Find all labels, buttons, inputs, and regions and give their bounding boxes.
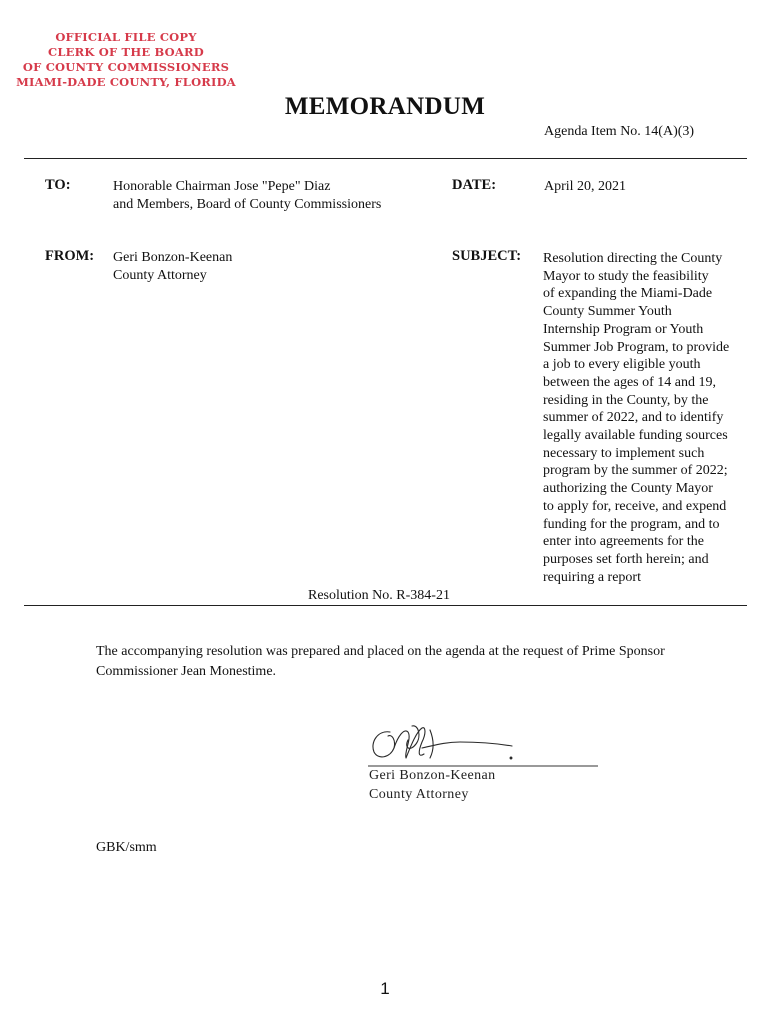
from-line: Geri Bonzon-Keenan xyxy=(113,250,233,265)
subject-line: a job to every eligible youth xyxy=(543,357,701,373)
to-line: and Members, Board of County Commissioners xyxy=(113,196,382,212)
subject-label: SUBJECT: xyxy=(452,248,522,264)
subject-line: purposes set forth herein; and xyxy=(543,551,709,567)
subject-line: summer of 2022, and to identify xyxy=(543,410,724,426)
subject-line: legally available funding sources xyxy=(543,428,728,444)
from-sender xyxy=(113,249,413,284)
official-file-copy-stamp xyxy=(8,30,244,90)
subject-line: of expanding the Miami-Dade xyxy=(543,286,713,302)
stamp-line: CLERK OF THE BOARD xyxy=(48,45,204,59)
from-line: County Attorney xyxy=(113,267,207,283)
memo-body xyxy=(96,642,736,681)
to-recipient xyxy=(113,178,433,213)
from-label: FROM: xyxy=(45,248,95,264)
resolution-number: Resolution No. R-384-21 xyxy=(308,588,450,603)
agenda-item-number: Agenda Item No. 14(A)(3) xyxy=(544,124,695,139)
subject-line: residing in the County, by the xyxy=(543,392,709,408)
body-line: The accompanying resolution was prepared and placed on the agenda at the request of Prime Sponsor xyxy=(96,644,665,659)
memo-title: MEMORANDUM xyxy=(284,93,486,120)
stamp-line: OF COUNTY COMMISSIONERS xyxy=(22,60,230,74)
subject-line: funding for the program, and to xyxy=(543,516,720,532)
date-value: April 20, 2021 xyxy=(544,179,627,194)
subject-text xyxy=(543,250,753,586)
subject-line: requiring a report xyxy=(543,569,641,585)
to-line: Honorable Chairman Jose "Pepe" Diaz xyxy=(113,179,331,194)
subject-line: program by the summer of 2022; xyxy=(543,463,728,479)
page-number: 1 xyxy=(380,979,390,998)
signatory-title: County Attorney xyxy=(369,787,469,802)
subject-line: between the ages of 14 and 19, xyxy=(543,374,716,390)
subject-line: Resolution directing the County xyxy=(543,251,723,266)
header-divider-bottom xyxy=(24,605,747,606)
subject-line: County Summer Youth xyxy=(543,304,672,320)
stamp-line: OFFICIAL FILE COPY xyxy=(55,30,197,44)
subject-line: Summer Job Program, to provide xyxy=(543,339,730,355)
signatory-block xyxy=(369,766,496,804)
handwritten-signature xyxy=(360,718,610,770)
stamp-line: MIAMI-DADE COUNTY, FLORIDA xyxy=(16,75,236,89)
subject-line: to apply for, receive, and expend xyxy=(543,498,727,514)
header-divider-top xyxy=(24,158,747,159)
typist-initials: GBK/smm xyxy=(96,840,157,855)
date-label: DATE: xyxy=(452,177,497,193)
signatory-name: Geri Bonzon-Keenan xyxy=(369,768,496,783)
subject-line: necessary to implement such xyxy=(543,445,705,461)
subject-line: Mayor to study the feasibility xyxy=(543,268,709,284)
body-line: Commissioner Jean Monestime. xyxy=(96,663,277,679)
subject-line: Internship Program or Youth xyxy=(543,321,704,337)
subject-line: enter into agreements for the xyxy=(543,534,704,550)
subject-line: authorizing the County Mayor xyxy=(543,481,713,497)
to-label: TO: xyxy=(45,177,71,193)
